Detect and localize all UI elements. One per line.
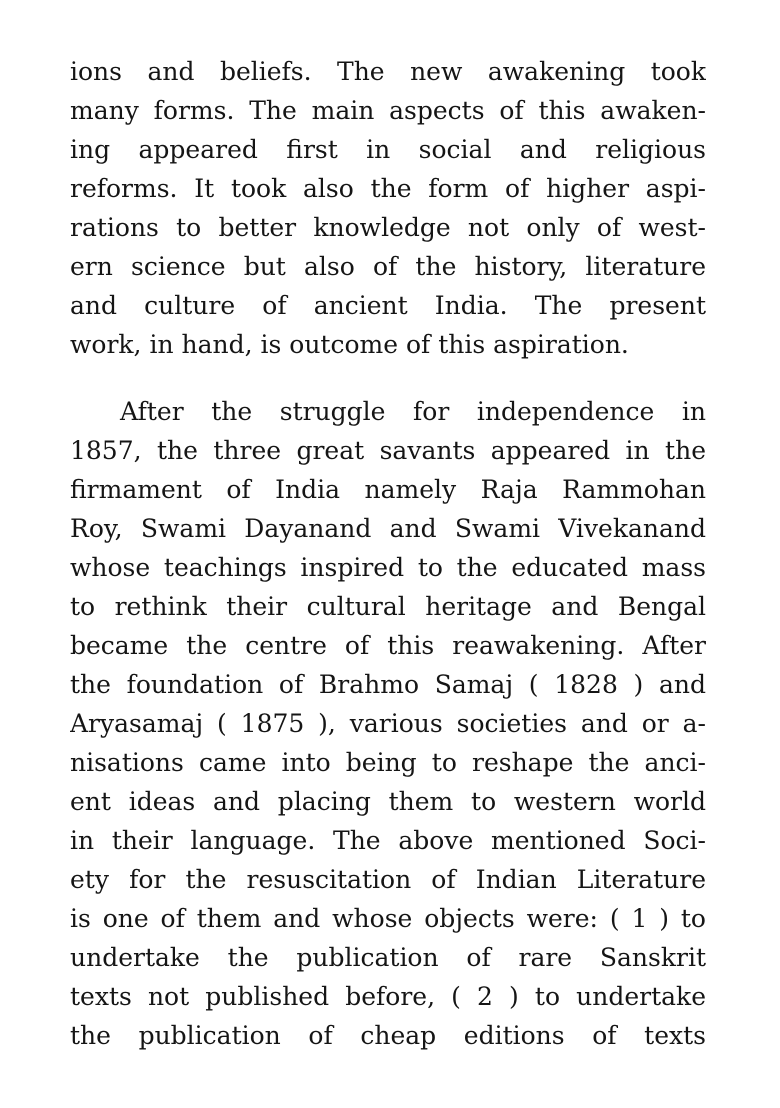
text-line: Roy, Swami Dayanand and Swami Vivekanand	[70, 514, 706, 543]
text-line: ern science but also of the history, literature	[70, 252, 706, 281]
text-line: ent ideas and placing them to western world	[70, 787, 706, 816]
paragraph-1	[70, 52, 706, 364]
paragraph-2	[70, 392, 706, 1055]
text-line: the publication of cheap editions of texts	[70, 1021, 706, 1050]
text-line: 1857, the three great savants appeared in the	[70, 436, 706, 465]
text-line: is one of them and whose objects were: ( 1 ) to	[70, 904, 706, 933]
text-line: became the centre of this reawakening. After	[70, 631, 706, 660]
text-line: undertake the publication of rare Sanskrit	[70, 943, 706, 972]
text-line: ions and beliefs. The new awakening took	[70, 57, 706, 86]
text-line: reforms. It took also the form of higher aspi-	[70, 174, 706, 203]
text-line: and culture of ancient India. The present	[70, 291, 706, 320]
text-line: nisations came into being to reshape the anci-	[70, 748, 706, 777]
text-line: many forms. The main aspects of this awaken-	[70, 96, 706, 125]
text-line: ety for the resuscitation of Indian Literature	[70, 865, 706, 894]
text-line: rations to better knowledge not only of west-	[70, 213, 706, 242]
text-line: to rethink their cultural heritage and Bengal	[70, 592, 706, 621]
text-line: whose teachings inspired to the educated mass	[70, 553, 706, 582]
text-line: ing appeared first in social and religious	[70, 135, 706, 164]
text-line: After the struggle for independence in	[120, 397, 706, 426]
text-line: work, in hand, is outcome of this aspiration.	[70, 330, 629, 359]
text-line: in their language. The above mentioned Soci-	[70, 826, 706, 855]
text-line: texts not published before, ( 2 ) to undertake	[70, 982, 706, 1011]
text-line: the foundation of Brahmo Samaj ( 1828 ) and	[70, 670, 706, 699]
text-line: Aryasamaj ( 1875 ), various societies and or a-	[70, 709, 706, 738]
text-line: firmament of India namely Raja Rammohan	[70, 475, 706, 504]
